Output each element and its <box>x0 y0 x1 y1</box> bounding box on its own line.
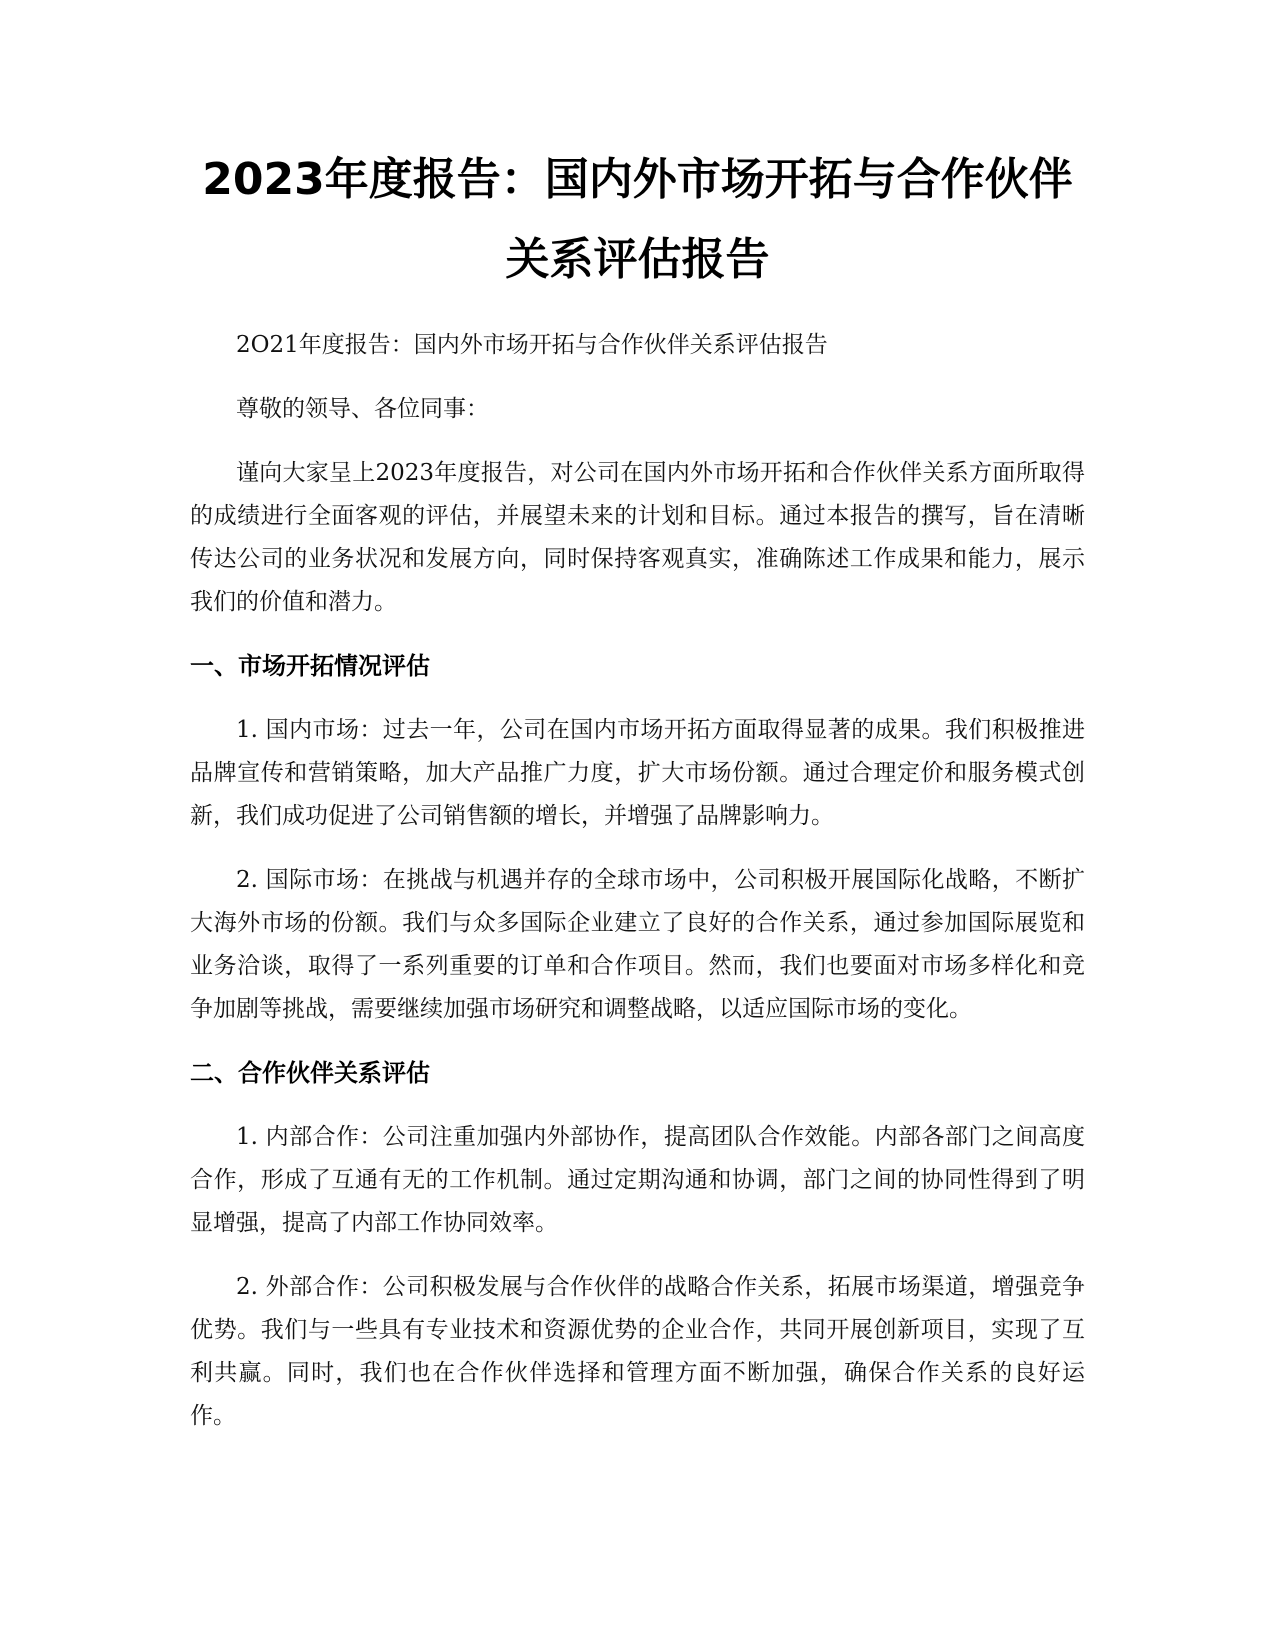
subtitle-line: 2O21年度报告：国内外市场开拓与合作伙伴关系评估报告 <box>236 332 828 358</box>
spacer <box>190 367 1085 388</box>
paragraph-international-market: 2. 国际市场：在挑战与机遇并存的全球市场中，公司积极开展国际化战略，不断扩大海外市场的份额。我们与众多国际企业建立了良好的合作关系，通过参加国际展览和业务洽谈，取得了一系列重要的订单和合作项目。然而，我们也要面对市场多样化和竞争加剧等挑战，需要继续加强市场研究和调整战略，以适应国际市场的变化。 <box>190 867 1085 1022</box>
section-heading-market: 一、市场开拓情况评估 <box>190 652 430 680</box>
document-title: 2023年度报告：国内外市场开拓与合作伙伴关系评估报告 <box>202 154 1073 285</box>
spacer <box>190 300 1085 324</box>
spacer <box>190 1095 1085 1116</box>
spacer <box>190 688 1085 709</box>
paragraph-external-cooperation: 2. 外部合作：公司积极发展与合作伙伴的战略合作关系，拓展市场渠道，增强竞争优势。我们与一些具有专业技术和资源优势的企业合作，共同开展创新项目，实现了互利共赢。同时，我们也在合作伙伴选择和管理方面不断加强，确保合作关系的良好运作。 <box>190 1274 1085 1429</box>
spacer <box>190 1245 1085 1266</box>
section-heading-partners: 二、合作伙伴关系评估 <box>190 1059 430 1087</box>
greeting: 尊敬的领导、各位同事： <box>236 396 489 422</box>
paragraph-internal-cooperation: 1. 内部合作：公司注重加强内外部协作，提高团队合作效能。内部各部门之间高度合作，形成了互通有无的工作机制。通过定期沟通和协调，部门之间的协同性得到了明显增强，提高了内部工作协同效率。 <box>190 1124 1085 1236</box>
spacer <box>190 838 1085 859</box>
spacer <box>190 1031 1085 1052</box>
spacer <box>190 624 1085 645</box>
spacer <box>190 431 1085 452</box>
paragraph-domestic-market: 1. 国内市场：过去一年，公司在国内市场开拓方面取得显著的成果。我们积极推进品牌宣传和营销策略，加大产品推广力度，扩大市场份额。通过合理定价和服务模式创新，我们成功促进了公司销售额的增长，并增强了品牌影响力。 <box>190 717 1085 829</box>
intro-paragraph: 谨向大家呈上2023年度报告，对公司在国内外市场开拓和合作伙伴关系方面所取得的成绩进行全面客观的评估，并展望未来的计划和目标。通过本报告的撰写，旨在清晰传达公司的业务状况和发展方向，同时保持客观真实，准确陈述工作成果和能力，展示我们的价值和潜力。 <box>190 460 1085 615</box>
